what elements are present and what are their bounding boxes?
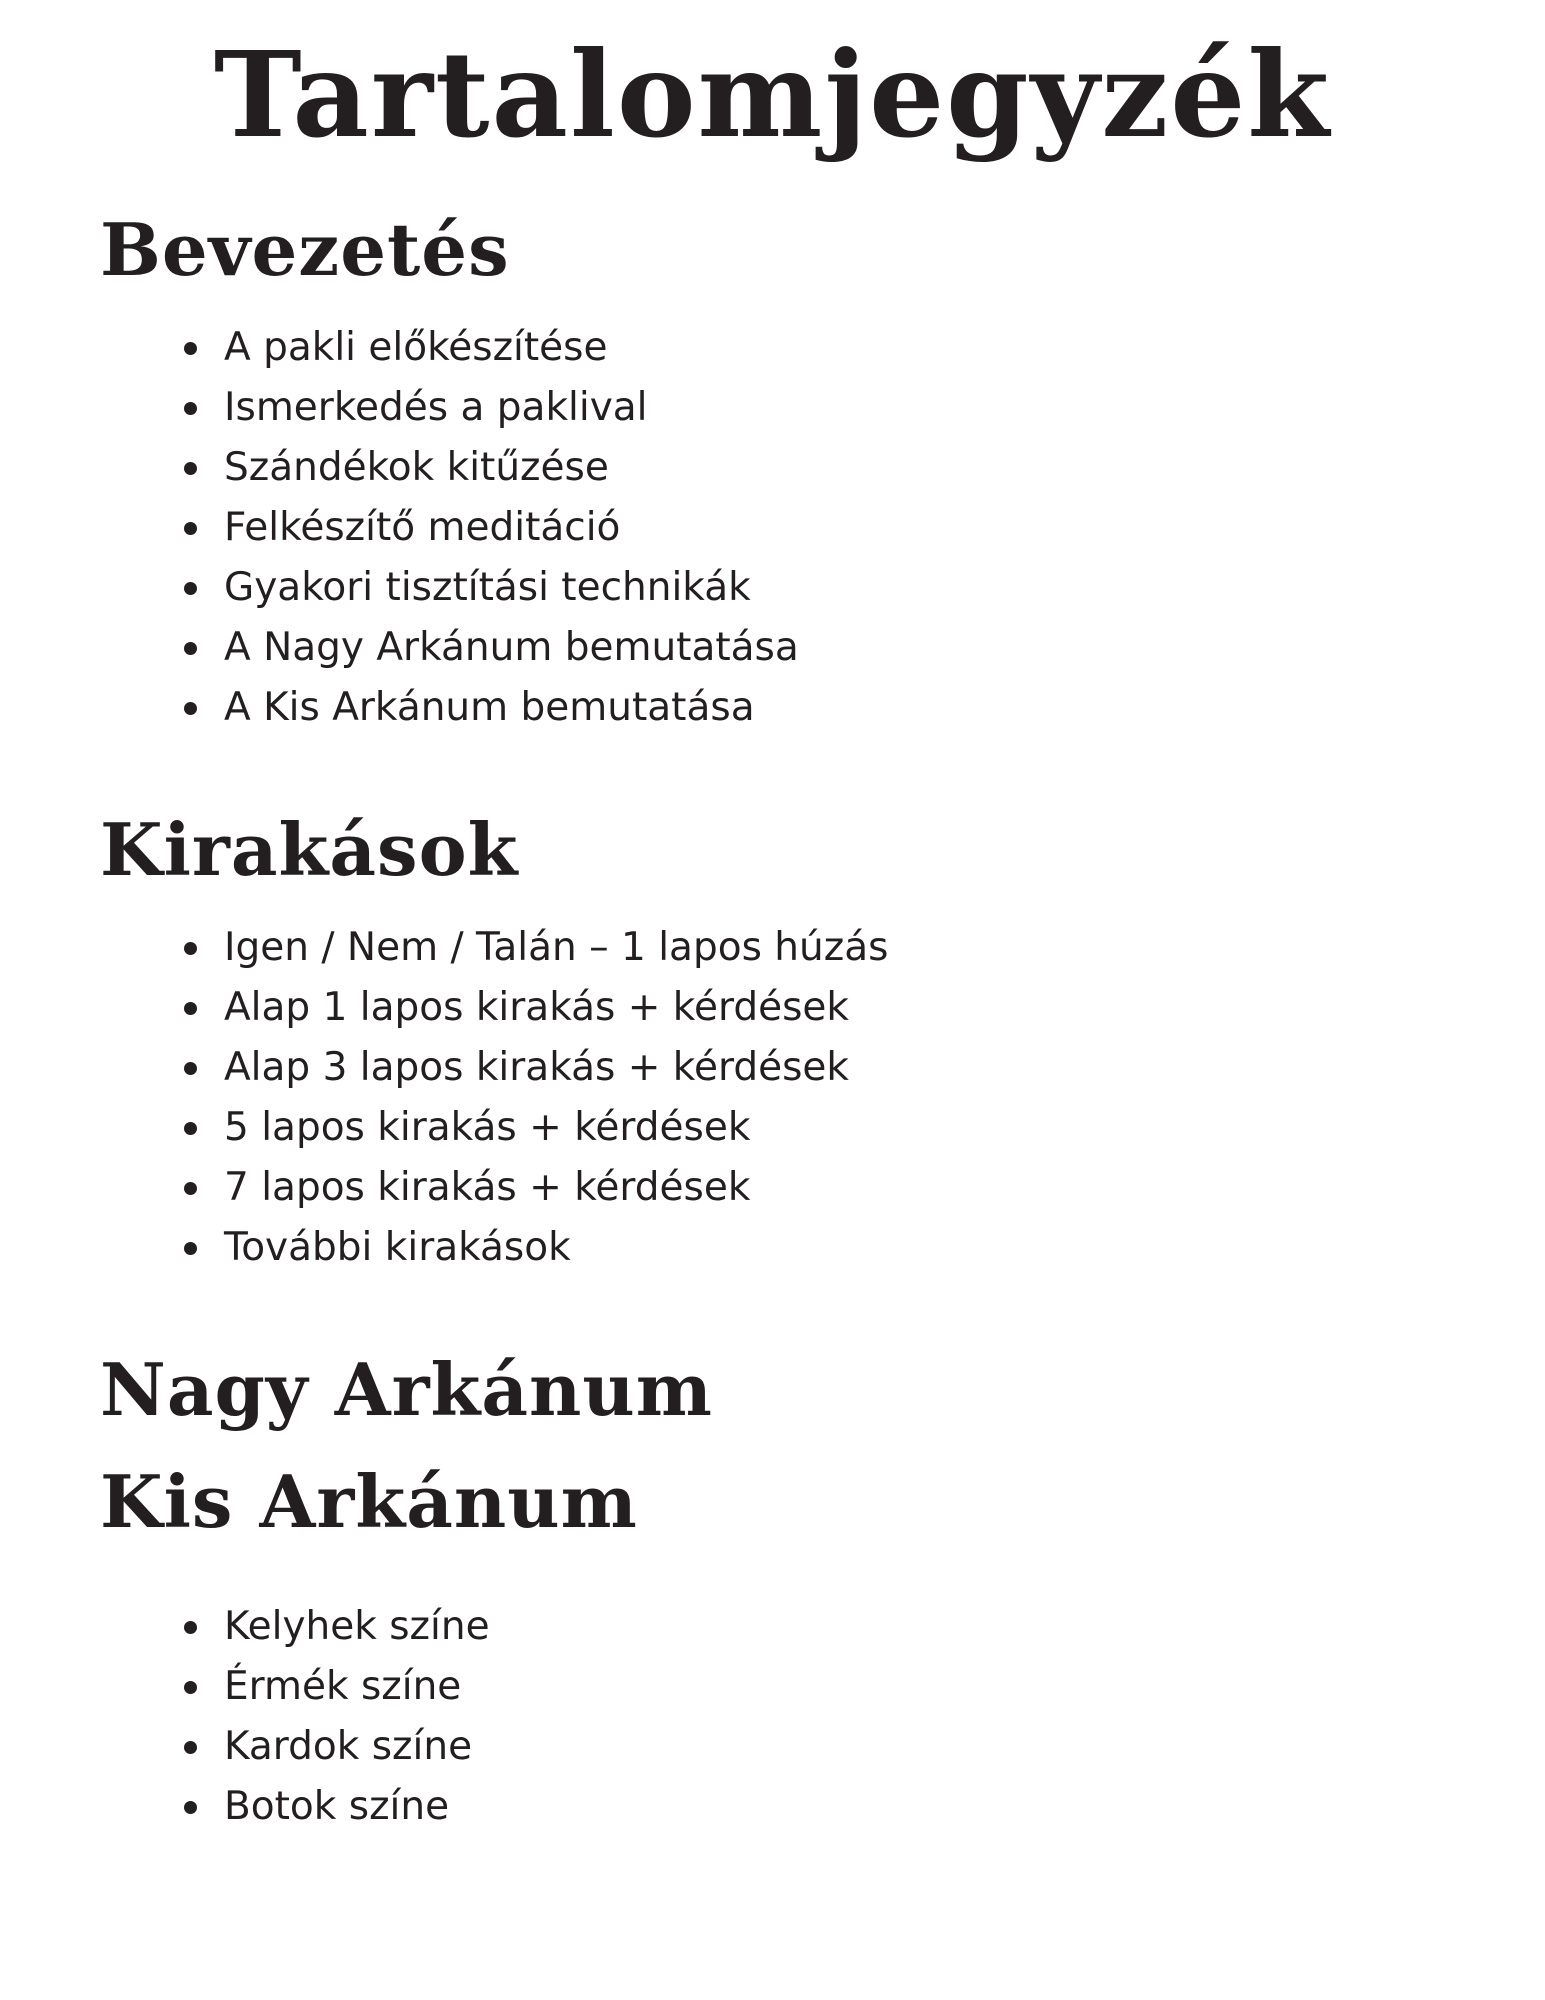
bullet-icon — [184, 1741, 197, 1754]
list-item — [0, 378, 799, 438]
list-item-text: Felkészítő meditáció — [224, 505, 621, 550]
list-item — [0, 438, 799, 498]
section-heading-bevezetes: Bevezetés — [100, 207, 510, 292]
list-item — [0, 1657, 490, 1717]
list-item — [0, 918, 888, 978]
list-item-text: 7 lapos kirakás + kérdések — [224, 1165, 751, 1210]
list-item — [0, 1777, 490, 1837]
list-item — [0, 618, 799, 678]
list-item-text: Alap 3 lapos kirakás + kérdések — [224, 1045, 849, 1090]
bullet-icon — [184, 1122, 197, 1135]
list-item-text: A Kis Arkánum bemutatása — [224, 685, 755, 730]
bullet-icon — [184, 1621, 197, 1634]
list-item-text: Kardok színe — [224, 1724, 473, 1769]
section-heading-kis-arkanum: Kis Arkánum — [100, 1459, 638, 1544]
list-item — [0, 1098, 888, 1158]
bullet-icon — [184, 1801, 197, 1814]
list-item — [0, 318, 799, 378]
list-kis-arkanum — [0, 1597, 490, 1837]
list-item-text: Kelyhek színe — [224, 1604, 490, 1649]
list-bevezetes — [0, 318, 799, 738]
list-item-text: Igen / Nem / Talán – 1 lapos húzás — [224, 925, 889, 970]
list-item — [0, 1597, 490, 1657]
bullet-icon — [184, 642, 197, 655]
list-item — [0, 678, 799, 738]
list-item-text: Botok színe — [224, 1784, 450, 1829]
list-item-text: A Nagy Arkánum bemutatása — [224, 625, 799, 670]
list-kirakasok — [0, 918, 888, 1278]
section-heading-nagy-arkanum: Nagy Arkánum — [100, 1347, 713, 1432]
list-item — [0, 1218, 888, 1278]
list-item-text: Szándékok kitűzése — [224, 445, 609, 490]
list-item-text: Érmék színe — [224, 1664, 462, 1709]
list-item — [0, 1158, 888, 1218]
section-heading-kirakasok: Kirakások — [100, 807, 519, 892]
list-item-text: További kirakások — [224, 1225, 571, 1270]
list-item — [0, 1038, 888, 1098]
list-item-text: 5 lapos kirakás + kérdések — [224, 1105, 751, 1150]
bullet-icon — [184, 402, 197, 415]
bullet-icon — [184, 582, 197, 595]
list-item — [0, 498, 799, 558]
list-item-text: Ismerkedés a paklival — [224, 385, 648, 430]
list-item-text: A pakli előkészítése — [224, 325, 608, 370]
list-item — [0, 558, 799, 618]
list-item-text: Gyakori tisztítási technikák — [224, 565, 751, 610]
page-title: Tartalomjegyzék — [213, 25, 1332, 164]
list-item-text: Alap 1 lapos kirakás + kérdések — [224, 985, 849, 1030]
bullet-icon — [184, 462, 197, 475]
bullet-icon — [184, 1002, 197, 1015]
bullet-icon — [184, 942, 197, 955]
bullet-icon — [184, 1681, 197, 1694]
list-item — [0, 1717, 490, 1777]
bullet-icon — [184, 1062, 197, 1075]
bullet-icon — [184, 1182, 197, 1195]
list-item — [0, 978, 888, 1038]
bullet-icon — [184, 342, 197, 355]
bullet-icon — [184, 522, 197, 535]
bullet-icon — [184, 1242, 197, 1255]
bullet-icon — [184, 702, 197, 715]
